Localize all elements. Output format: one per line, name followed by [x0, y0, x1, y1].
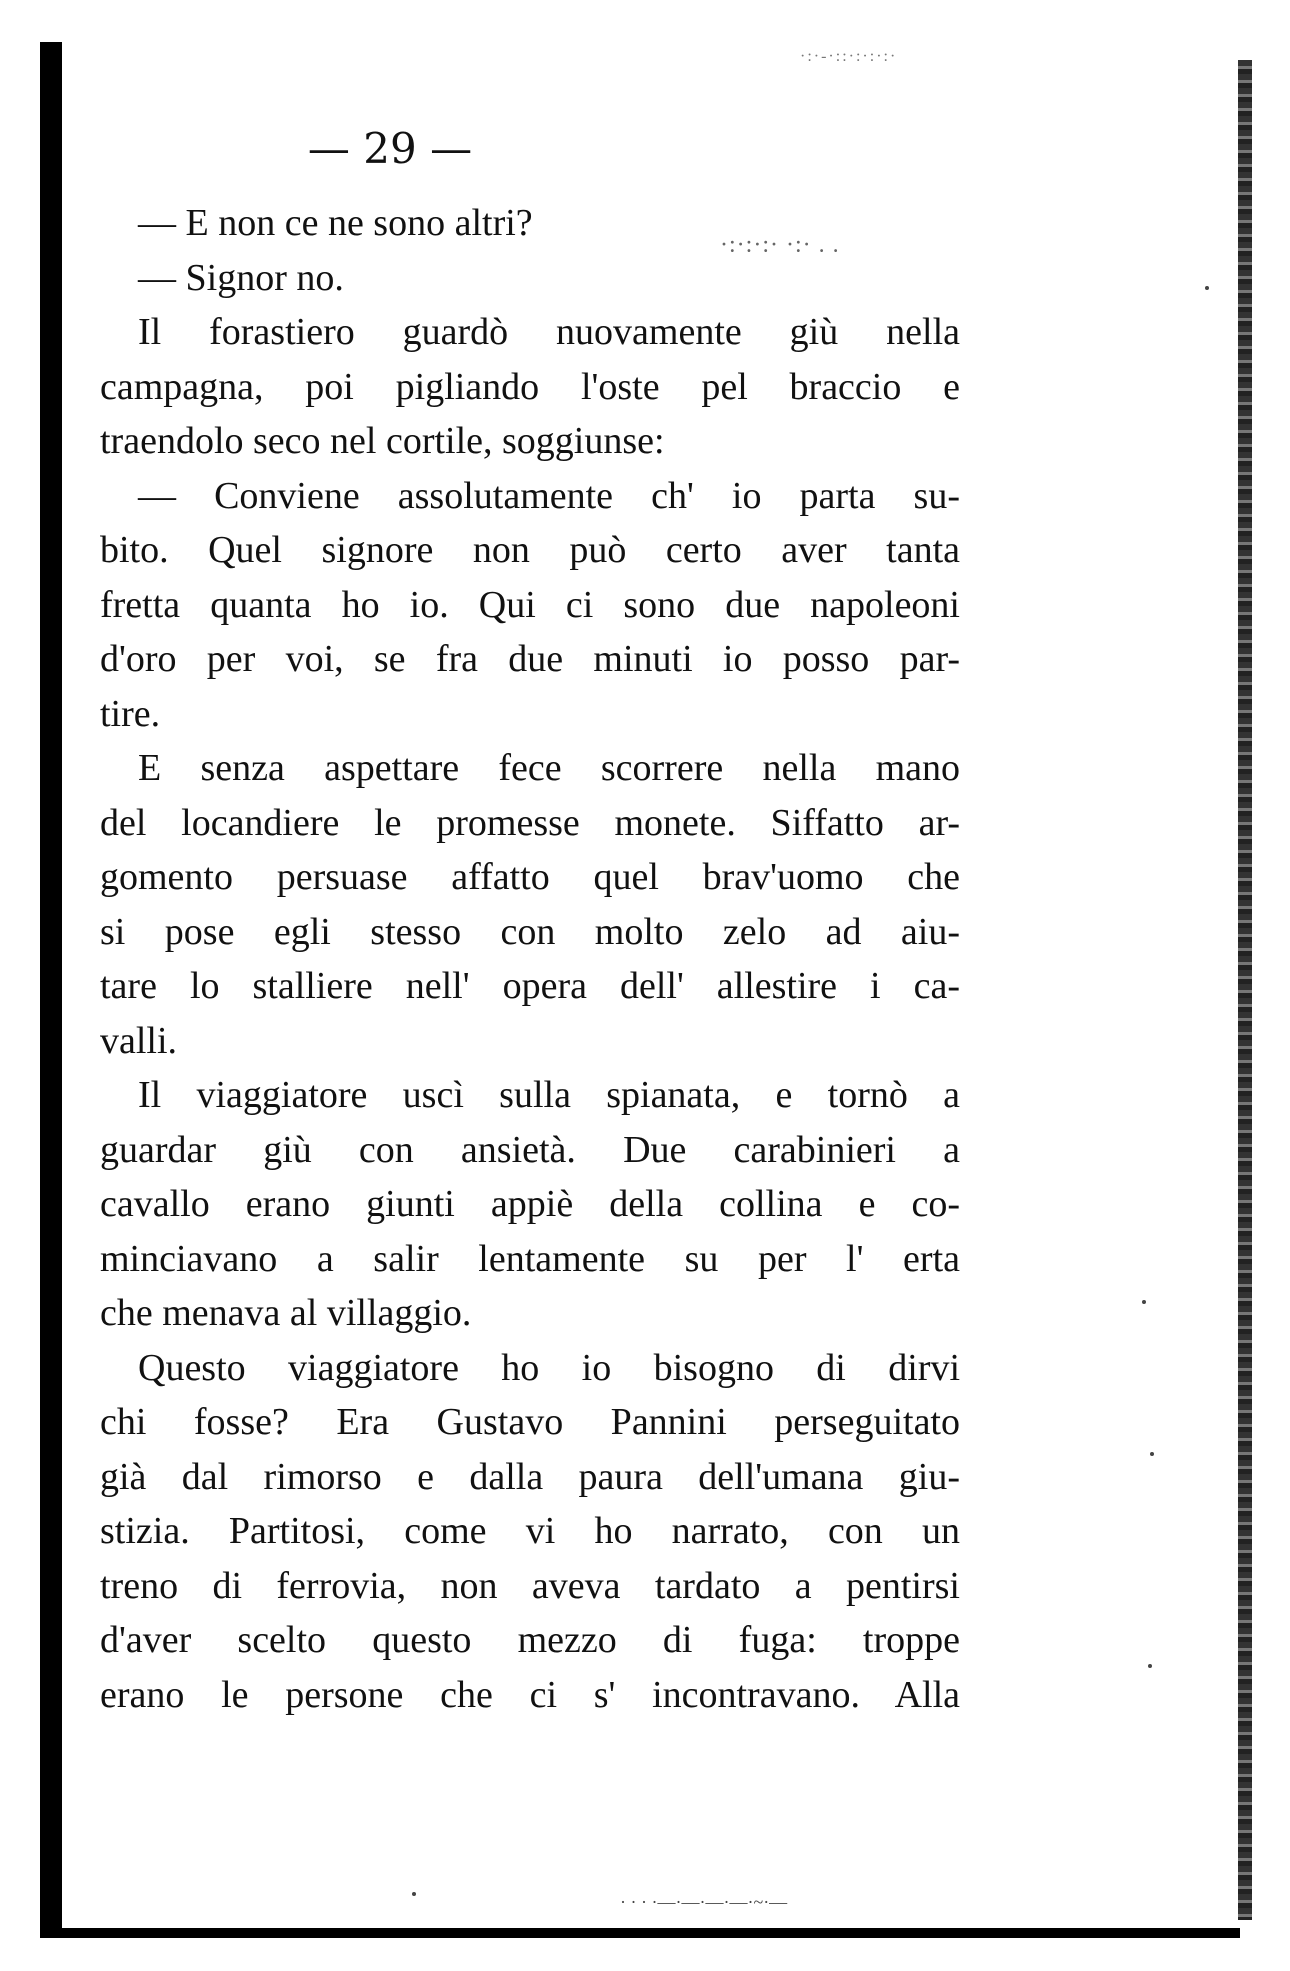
paragraph [100, 305, 960, 469]
text-line: guardar giù con ansietà. Due carabinieri a [100, 1128, 960, 1171]
text-line: già dal rimorso e dalla paura dell'umana giu- [100, 1455, 960, 1498]
scan-bottom-border [40, 1928, 1240, 1938]
scan-dot [1205, 286, 1209, 290]
text-line: si pose egli stesso con molto zelo ad aiu- [100, 910, 960, 953]
body-text [100, 196, 960, 1722]
text-line: treno di ferrovia, non aveva tardato a pentirsi [100, 1564, 960, 1607]
scan-right-edge [1238, 60, 1252, 1920]
page-number: — 29 — [307, 124, 473, 173]
scan-dot [1142, 1300, 1146, 1304]
text-line: del locandiere le promesse monete. Siffatto ar- [100, 801, 960, 844]
text-line: minciavano a salir lentamente su per l' erta [100, 1237, 960, 1280]
text-line: che menava al villaggio. [100, 1292, 472, 1334]
text-line: d'oro per voi, se fra due minuti io posso par- [100, 638, 960, 680]
scan-noise: · · · ·—·—·—·—·~·— [620, 1892, 788, 1912]
text-line: gomento persuase affatto quel brav'uomo che [100, 856, 960, 898]
text-line: erano le persone che ci s' incontravano. Alla [100, 1673, 960, 1716]
scan-dot [1150, 1452, 1154, 1456]
scan-noise: ·:·-·::·:·:·:· [800, 48, 898, 65]
text-line: d'aver scelto questo mezzo di fuga: troppe [100, 1619, 960, 1661]
text-line: — Signor no. [138, 256, 344, 299]
text-line: tire. [100, 692, 161, 735]
text-line: — E non ce ne sono altri? [138, 202, 533, 244]
scan-dot [412, 1892, 416, 1896]
text-line: Questo viaggiatore ho io bisogno di dirvi [138, 1346, 960, 1389]
paragraph [100, 196, 960, 251]
scan-left-border [40, 42, 62, 1938]
paragraph [100, 741, 960, 1068]
paragraph [100, 1068, 960, 1341]
text-line: fretta quanta ho io. Qui ci sono due napoleoni [100, 583, 960, 626]
text-line: E senza aspettare fece scorrere nella mano [138, 747, 960, 789]
text-line: Il viaggiatore uscì sulla spianata, e tornò a [138, 1074, 960, 1116]
text-line: stizia. Partitosi, come vi ho narrato, con un [100, 1510, 960, 1552]
text-line: Il forastiero guardò nuovamente giù nella [138, 311, 960, 353]
paragraph [100, 469, 960, 742]
paragraph [100, 251, 960, 306]
scan-dot [1148, 1664, 1152, 1668]
text-line: cavallo erano giunti appiè della collina e co- [100, 1183, 960, 1225]
text-line: chi fosse? Era Gustavo Pannini perseguitato [100, 1401, 960, 1443]
text-line: traendolo seco nel cortile, soggiunse: [100, 420, 665, 462]
paragraph [100, 1341, 960, 1723]
text-line: tare lo stalliere nell' opera dell' allestire i ca- [100, 965, 960, 1007]
text-line: valli. [100, 1019, 178, 1062]
text-line: bito. Quel signore non può certo aver tanta [100, 529, 960, 571]
scan-noise: ·:·:·:· ·:· . . [720, 232, 840, 258]
text-line: campagna, poi pigliando l'oste pel braccio e [100, 365, 960, 408]
text-line: — Conviene assolutamente ch' io parta su- [138, 474, 960, 517]
